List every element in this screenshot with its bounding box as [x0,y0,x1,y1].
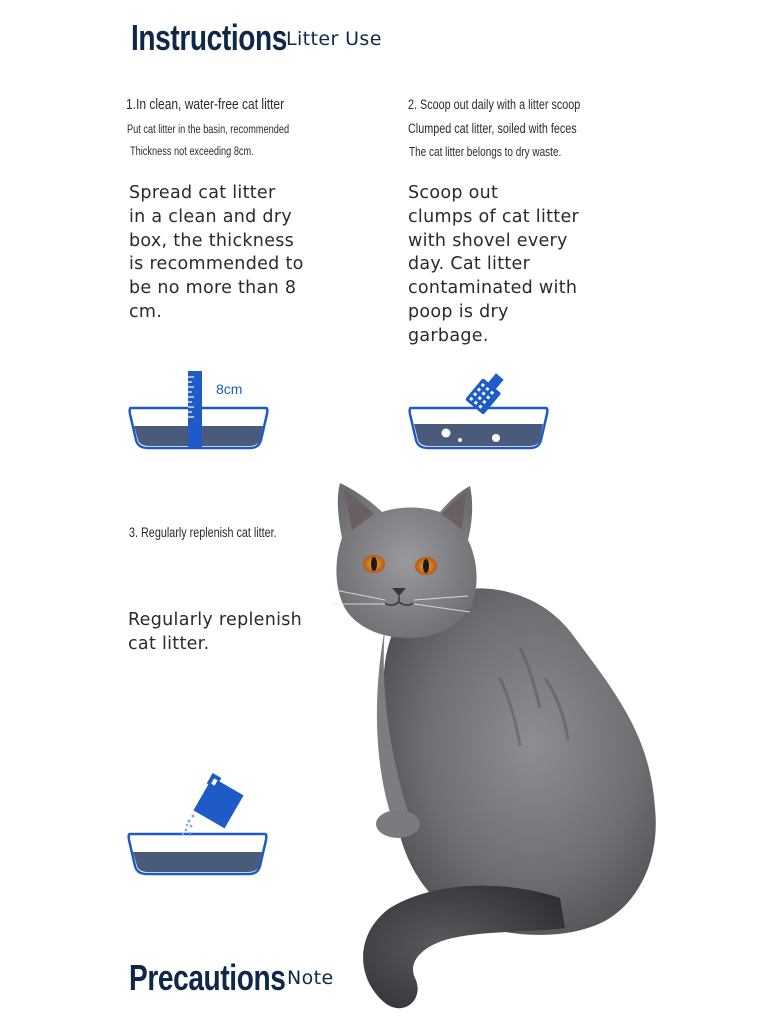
step-3-title: 3. Regularly replenish cat litter. [129,525,277,540]
litter-box-pour-icon [127,776,269,880]
page-subtitle: Litter Use [286,28,382,50]
litter-box-ruler-icon [128,368,270,454]
precautions-title: Precautions [129,957,286,998]
step-2-title: 2. Scoop out daily with a litter scoop [408,97,581,112]
page-title: Instructions [131,17,288,58]
measure-label: 8cm [216,381,243,397]
step-1-line1: Put cat litter in the basin, recommended [127,124,290,136]
precautions-subtitle: Note [287,967,334,989]
step-2-line2: The cat litter belongs to dry waste. [409,145,562,159]
step-1-line2: Thickness not exceeding 8cm. [130,146,254,158]
step-3-body: Regularly replenish cat litter. [128,610,303,654]
litter-box-scoop-icon [408,368,550,454]
step-2-line1: Clumped cat litter, soiled with feces [408,121,577,136]
step-2-body: Scoop out clumps of cat litter with shovel every day. Cat litter contaminated with poop is dry garbage. [408,183,580,346]
step-1-body: Spread cat litter in a clean and dry box, the thickness is recommended to be no more than 8 cm. [129,183,304,322]
cat-photo [330,478,670,1024]
step-1-title: 1.In clean, water-free cat litter [126,96,285,113]
